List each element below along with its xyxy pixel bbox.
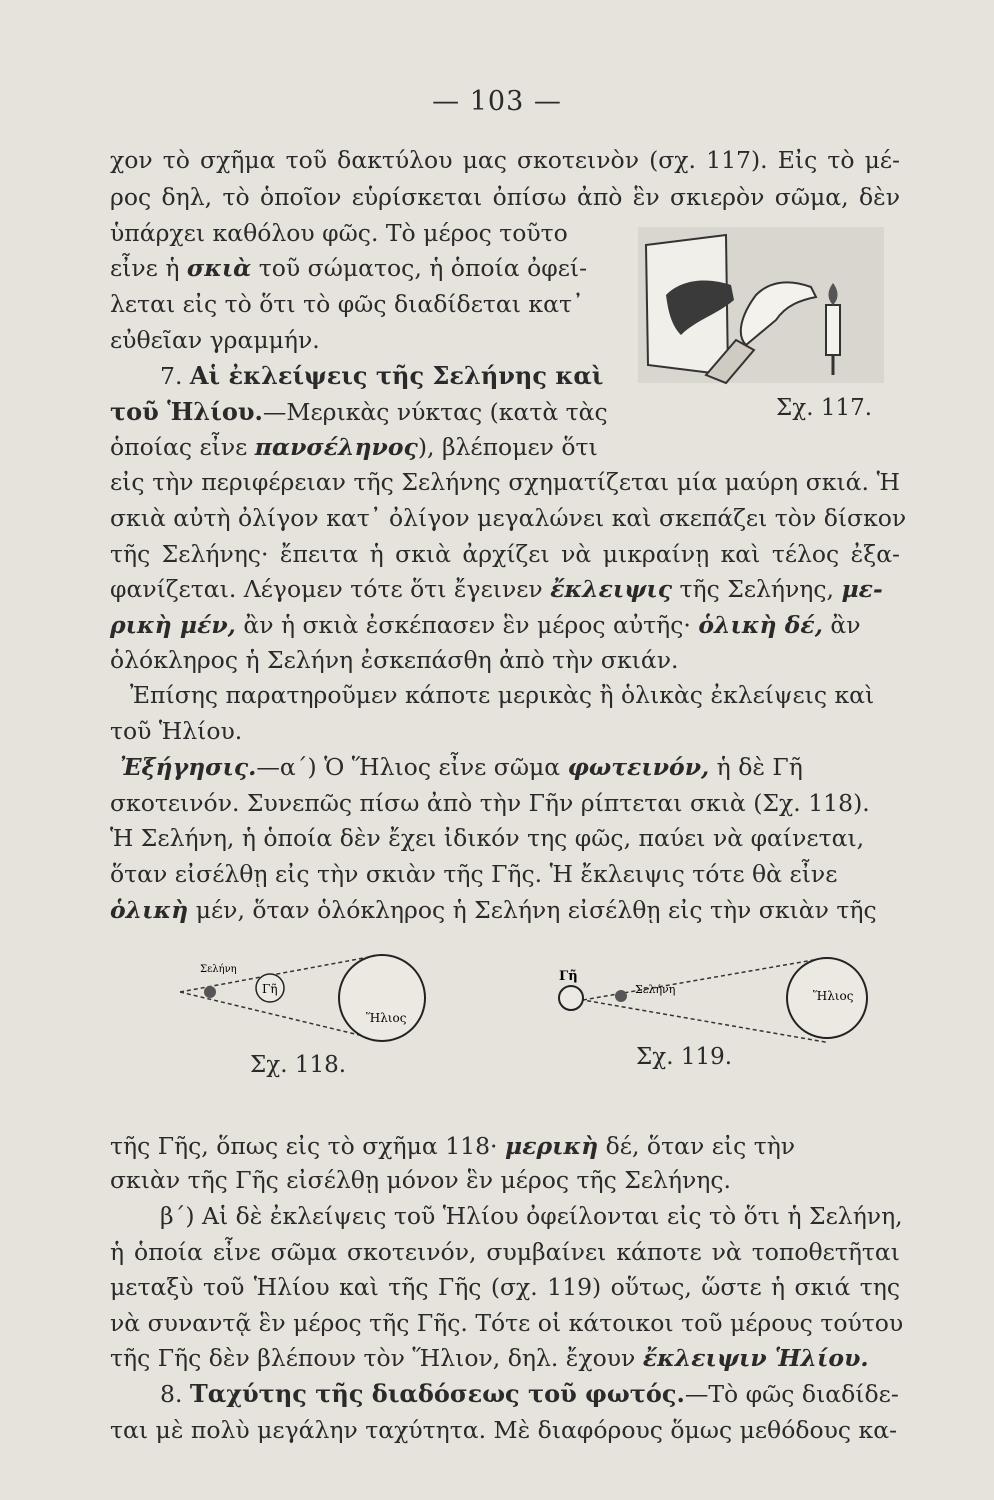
moon-circle	[615, 990, 627, 1002]
text-line: τῆς Γῆς δὲν βλέπουν τὸν Ἥλιον, δηλ. ἔχουν ἔκλειψιν Ἡλίου.	[110, 1344, 869, 1372]
figure-118-caption: Σχ. 118.	[250, 1052, 347, 1078]
text-line: Ἡ Σελήνη, ἡ ὁποία δὲν ἔχει ἰδικόν της φῶς, παύει νὰ φαίνεται,	[110, 824, 865, 852]
text-line: σκιὰ αὐτὴ ὀλίγον κατ᾽ ὀλίγον μεγαλώνει καὶ σκεπάζει τὸν δίσκον	[110, 504, 907, 532]
text-line: εἰς τὴν περιφέρειαν τῆς Σελήνης σχηματίζεται μία μαύρη σκιά. Ἡ	[110, 468, 900, 496]
figure-117-caption: Σχ. 117.	[776, 395, 873, 421]
text-line: λεται εἰς τὸ ὅτι τὸ φῶς διαδίδεται κατ᾽	[110, 290, 584, 318]
text-line: εἶνε ἡ σκιὰ τοῦ σώματος, ἡ ὁποία ὀφεί-	[110, 254, 588, 282]
text-line: ὁλόκληρος ἡ Σελήνη ἐσκεπάσθη ἀπὸ τὴν σκιάν.	[110, 646, 679, 674]
text-line: τῆς Σελήνης· ἔπειτα ἡ σκιὰ ἀρχίζει νὰ μικραίνῃ καὶ τέλος ἐξα-	[110, 540, 900, 568]
text-line: ται μὲ πολὺ μεγάλην ταχύτητα. Μὲ διαφόρους ὅμως μεθόδους κα-	[110, 1416, 898, 1444]
text-line: ρικὴ μέν, ἂν ἡ σκιὰ ἐσκέπασεν ἓν μέρος αὐτῆς· ὁλικὴ δέ, ἂν	[110, 611, 861, 639]
figure-118-diagram	[170, 950, 430, 1050]
section-8-heading: 8. Ταχύτης τῆς διαδόσεως τοῦ φωτός.—Τὸ φῶς διαδίδε-	[160, 1379, 899, 1408]
text-line: ὑπάρχει καθόλου φῶς. Τὸ μέρος τοῦτο	[110, 219, 568, 247]
emphasis: σκιὰ	[186, 254, 252, 282]
text-line: ὅταν εἰσέλθῃ εἰς τὴν σκιὰν τῆς Γῆς. Ἡ ἔκλειψις τότε θὰ εἶνε	[110, 860, 838, 888]
text-line: β΄) Αἱ δὲ ἐκλείψεις τοῦ Ἡλίου ὀφείλονται εἰς τὸ ὅτι ἡ Σελήνη,	[160, 1202, 903, 1230]
moon-circle	[204, 986, 216, 998]
text-line: Ἐξήγησις.—α΄) Ὁ Ἥλιος εἶνε σῶμα φωτεινόν, ἡ δὲ Γῆ	[120, 753, 803, 781]
text-line: χον τὸ σχῆμα τοῦ δακτύλου μας σκοτεινὸν (σχ. 117). Εἰς τὸ μέ-	[110, 146, 900, 174]
moon-label: Σελήνη	[200, 964, 237, 975]
text-line: ὁλικὴ μέν, ὅταν ὁλόκληρος ἡ Σελήνη εἰσέλθῃ εἰς τὴν σκιὰν τῆς	[110, 896, 877, 924]
moon-label: Σελήνη	[635, 983, 676, 996]
text-line: νὰ συναντᾷ ἓν μέρος τῆς Γῆς. Τότε οἱ κάτοικοι τοῦ μέρους τούτου	[110, 1309, 904, 1337]
sun-circle	[339, 955, 425, 1041]
text-line: τοῦ Ἡλίου.—Μερικὰς νύκτας (κατὰ τὰς	[110, 397, 608, 426]
text-line: Ἐπίσης παρατηροῦμεν κάποτε μερικὰς ἢ ὁλικὰς ἐκλείψεις καὶ	[130, 681, 875, 709]
text-line: φανίζεται. Λέγομεν τότε ὅτι ἔγεινεν ἔκλειψις τῆς Σελήνης, με-	[110, 575, 883, 603]
sun-label: Ἥλιος	[813, 989, 854, 1003]
earth-label: Γῆ	[262, 982, 278, 996]
text-line: μεταξὺ τοῦ Ἡλίου καὶ τῆς Γῆς (σχ. 119) οὕτως, ὥστε ἡ σκιά της	[110, 1273, 900, 1301]
text-line: ρος δηλ, τὸ ὁποῖον εὑρίσκεται ὀπίσω ἀπὸ ἓν σκιερὸν σῶμα, δὲν	[110, 183, 900, 211]
figure-119-diagram	[555, 950, 875, 1050]
text-line: τοῦ Ἡλίου.	[110, 717, 243, 745]
text-line: ἡ ὁποία εἶνε σῶμα σκοτεινόν, συμβαίνει κάποτε νὰ τοποθετῆται	[110, 1238, 900, 1266]
section-7-heading: 7. Αἱ ἐκλείψεις τῆς Σελήνης καὶ	[160, 361, 604, 390]
text-line: ὁποίας εἶνε πανσέληνος), βλέπομεν ὅτι	[110, 433, 598, 461]
sun-label: Ἥλιος	[366, 1011, 407, 1025]
text-line: σκιὰν τῆς Γῆς εἰσέλθῃ μόνον ἓν μέρος τῆς Σελήνης.	[110, 1166, 731, 1194]
text-line: τῆς Γῆς, ὅπως εἰς τὸ σχῆμα 118· μερικὴ δέ, ὅταν εἰς τὴν	[110, 1132, 796, 1160]
explanation-label: Ἐξήγησις.	[120, 753, 257, 781]
figure-119-caption: Σχ. 119.	[636, 1044, 733, 1070]
earth-label: Γῆ	[559, 969, 578, 984]
figure-117-illustration	[636, 225, 886, 385]
candle	[826, 305, 840, 355]
text-line: σκοτεινόν. Συνεπῶς πίσω ἀπὸ τὴν Γῆν ρίπτεται σκιὰ (Σχ. 118).	[110, 789, 870, 817]
text-line: εὐθεῖαν γραμμήν.	[110, 326, 320, 354]
earth-circle	[559, 986, 583, 1010]
page-number: — 103 —	[432, 86, 562, 117]
